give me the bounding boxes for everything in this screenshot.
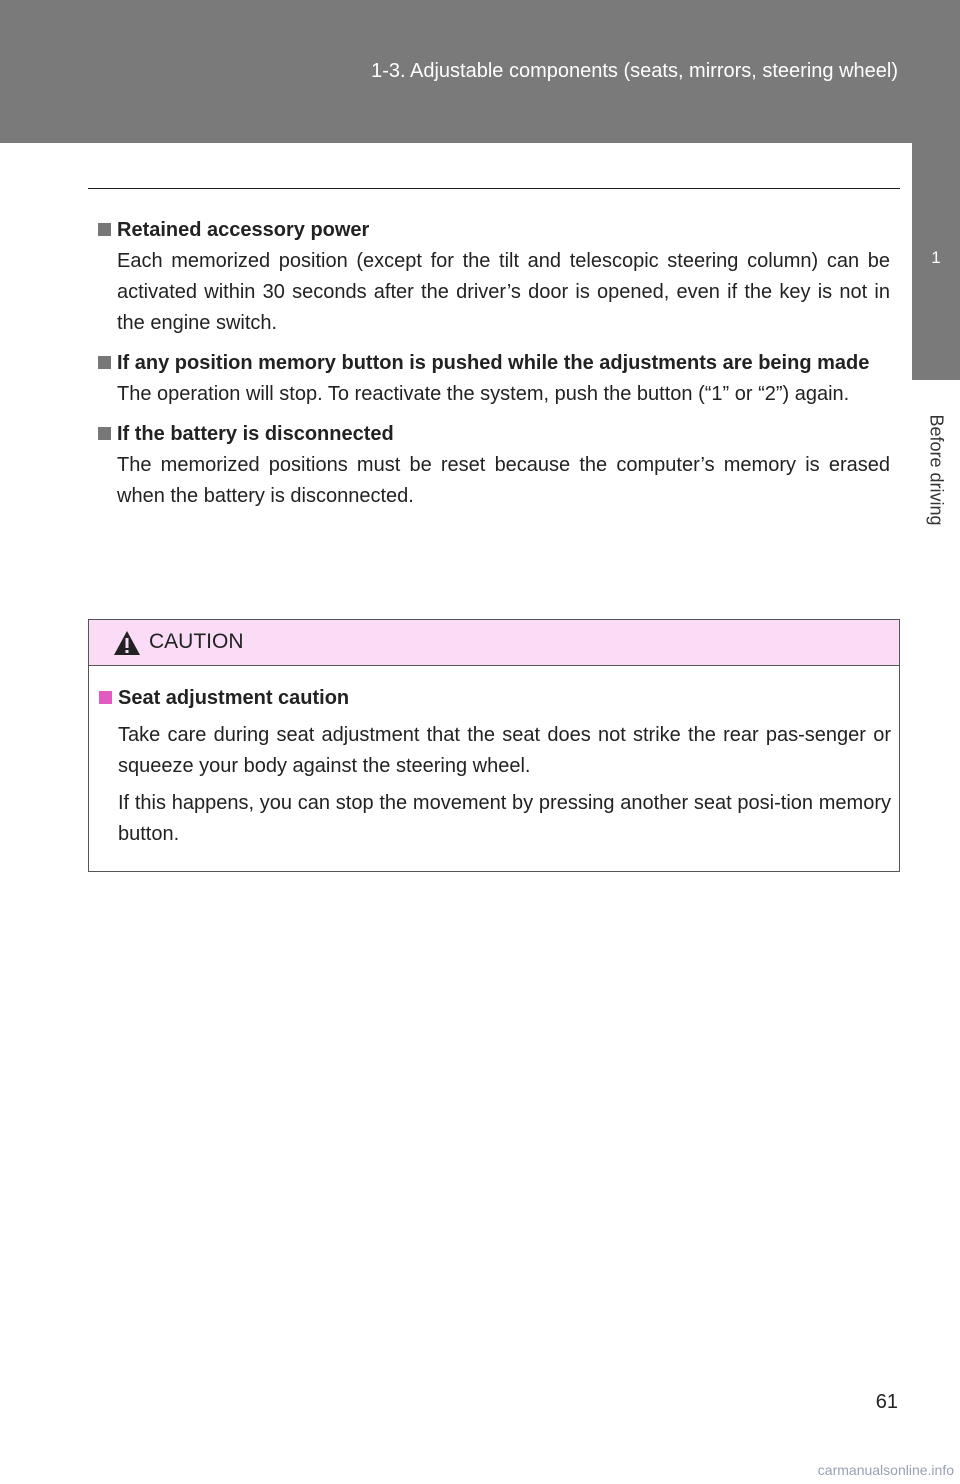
section-battery bbox=[98, 419, 890, 512]
bullet-square-icon bbox=[98, 223, 111, 236]
caution-box bbox=[88, 619, 900, 872]
section-body: Each memorized position (except for the tilt and telescopic steering column) can be activated within 30 seconds after the driver’s door is opened, even if the key is not in the engine switch. bbox=[117, 250, 890, 334]
caution-paragraph: Take care during seat adjustment that the seat does not strike the rear pas-senger or squeeze your body against the steering wheel. bbox=[118, 724, 891, 777]
section-heading: If the battery is disconnected bbox=[117, 423, 394, 445]
top-divider bbox=[88, 188, 900, 189]
chapter-label-container bbox=[912, 380, 960, 560]
chapter-label: Before driving bbox=[926, 414, 947, 526]
bullet-square-icon bbox=[98, 356, 111, 369]
section-body: The operation will stop. To reactivate the system, push the button (“1” or “2”) again. bbox=[117, 383, 850, 405]
caution-heading: Seat adjustment caution bbox=[118, 687, 350, 709]
page-number: 61 bbox=[875, 1391, 898, 1413]
caution-header bbox=[89, 620, 899, 666]
caution-title: CAUTION bbox=[149, 630, 244, 653]
header-title: 1-3. Adjustable components (seats, mirrors, steering wheel) bbox=[371, 60, 898, 82]
caution-paragraph: If this happens, you can stop the movement by pressing another seat posi-tion memory button. bbox=[118, 792, 891, 845]
caution-body bbox=[99, 683, 891, 856]
section-heading: If any position memory button is pushed while the adjustments are being made bbox=[117, 352, 870, 374]
watermark: carmanualsonline.info bbox=[817, 1462, 954, 1478]
section-retained-power bbox=[98, 215, 890, 339]
section-heading: Retained accessory power bbox=[117, 219, 370, 241]
bullet-square-icon bbox=[98, 427, 111, 440]
main-content bbox=[98, 215, 890, 521]
chapter-number: 1 bbox=[931, 248, 941, 267]
page-header bbox=[0, 0, 960, 143]
warning-triangle-icon bbox=[113, 630, 141, 656]
bullet-square-icon bbox=[99, 691, 112, 704]
section-memory-button bbox=[98, 348, 890, 410]
chapter-tab bbox=[912, 143, 960, 380]
section-body: The memorized positions must be reset because the computer’s memory is erased when the battery is disconnected. bbox=[117, 454, 890, 507]
